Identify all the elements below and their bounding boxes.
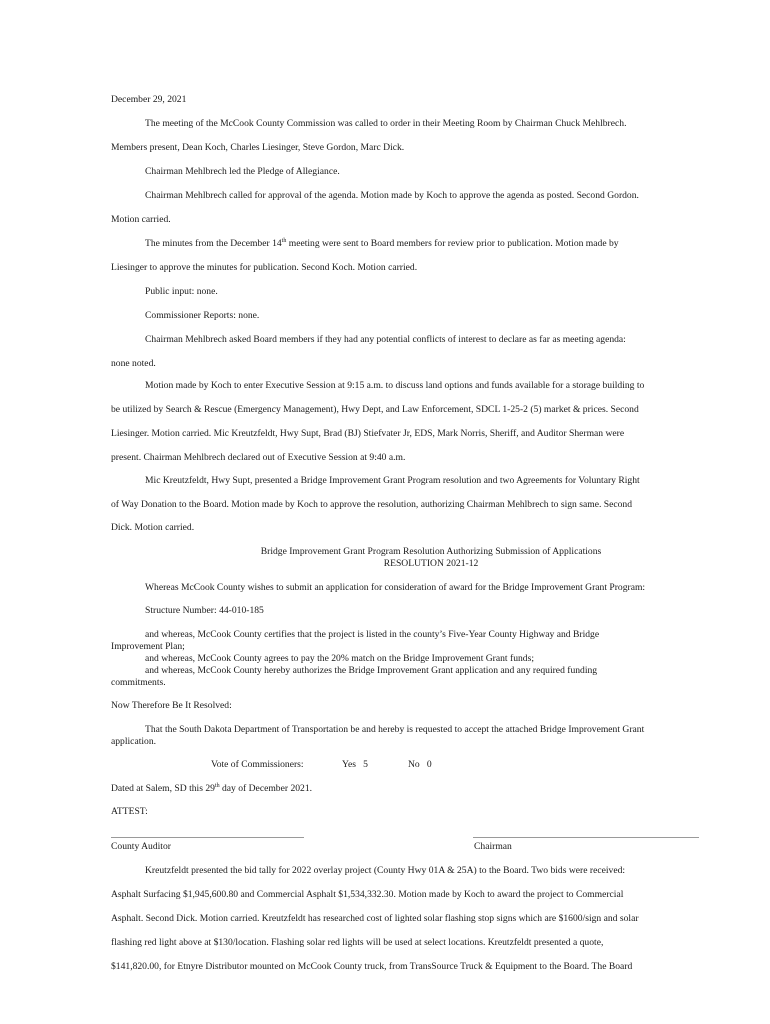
clause-authorization-line-1: and whereas, McCook County hereby authorizes the Bridge Improvement Grant application and any required funding — [145, 665, 598, 676]
opening-paragraph-line-2: Members present, Dean Koch, Charles Liesinger, Steve Gordon, Marc Dick. — [111, 142, 405, 153]
chairman-label: Chairman — [474, 841, 512, 852]
bridge-paragraph-line-3: Dick. Motion carried. — [111, 522, 195, 533]
resolution-title: Bridge Improvement Grant Program Resolution Authorizing Submission of Applications — [260, 546, 602, 557]
clause-five-year-plan-line-1: and whereas, McCook County certifies that the project is listed in the county’s Five-Year County Highway and Bridge — [145, 629, 600, 640]
resolution-whereas: Whereas McCook County wishes to submit an application for consideration of award for the Bridge Improvement Grant Program: — [145, 582, 646, 593]
conflicts-paragraph-line-1: Chairman Mehlbrech asked Board members if they had any potential conflicts of interest to declare as far as meeting agenda: — [145, 334, 626, 345]
minutes-paragraph-line-2: Liesinger to approve the minutes for publication. Second Koch. Motion carried. — [111, 262, 418, 273]
executive-session-line-1: Motion made by Koch to enter Executive Session at 9:15 a.m. to discuss land options and funds available for a storage building to — [145, 380, 645, 391]
structure-number: Structure Number: 44-010-185 — [145, 605, 264, 616]
dated-line: Dated at Salem, SD this 29th day of December 2021. — [111, 783, 313, 794]
meeting-date: December 29, 2021 — [111, 94, 187, 105]
overlay-paragraph-line-2: Asphalt Surfacing $1,945,600.80 and Commercial Asphalt $1,534,332.30. Motion made by Koch to award the project to Commercial — [111, 889, 624, 900]
clause-five-year-plan-line-2: Improvement Plan; — [111, 641, 185, 652]
chairman-signature-line — [473, 837, 699, 838]
pledge-paragraph: Chairman Mehlbrech led the Pledge of Allegiance. — [145, 166, 340, 177]
minutes-paragraph-line-1: The minutes from the December 14th meeting were sent to Board members for review prior to publication. Motion made by — [145, 238, 619, 249]
opening-paragraph-line-1: The meeting of the McCook County Commission was called to order in their Meeting Room by Chairman Chuck Mehlbrech. — [145, 118, 627, 129]
conflicts-paragraph-line-2: none noted. — [111, 358, 156, 369]
executive-session-line-4: present. Chairman Mehlbrech declared out of Executive Session at 9:40 a.m. — [111, 452, 406, 463]
resolution-number: RESOLUTION 2021-12 — [383, 558, 479, 569]
clause-authorization-line-2: commitments. — [111, 677, 166, 688]
auditor-signature-line — [111, 837, 304, 838]
dot-request-line-2: application. — [111, 736, 157, 747]
vote-yes: Yes 5 — [342, 759, 368, 770]
executive-session-line-2: be utilized by Search & Rescue (Emergency Management), Hwy Dept, and Law Enforcement, SDCL 1-25-2 (5) market & prices. Second — [111, 404, 639, 415]
overlay-paragraph-line-3: Asphalt. Second Dick. Motion carried. Kreutzfeldt has researched cost of lighted solar flashing stop signs which are $1600/sign and solar — [111, 913, 639, 924]
now-therefore-heading: Now Therefore Be It Resolved: — [111, 700, 232, 711]
attest-label: ATTEST: — [111, 806, 148, 817]
overlay-paragraph-line-4: flashing red light above at $130/location. Flashing solar red lights will be used at select locations. Kreutzfeldt presented a quote, — [111, 937, 604, 948]
overlay-paragraph-line-1: Kreutzfeldt presented the bid tally for 2022 overlay project (County Hwy 01A & 25A) to the Board. Two bids were received: — [145, 865, 626, 876]
dot-request-line-1: That the South Dakota Department of Transportation be and hereby is requested to accept the attached Bridge Improvement Grant — [145, 724, 645, 735]
agenda-paragraph-line-1: Chairman Mehlbrech called for approval of the agenda. Motion made by Koch to approve the agenda as posted. Second Gordon. — [145, 190, 639, 201]
bridge-paragraph-line-2: of Way Donation to the Board. Motion made by Koch to approve the resolution, authorizing Chairman Mehlbrech to sign same. Second — [111, 499, 632, 510]
commissioner-reports-paragraph: Commissioner Reports: none. — [145, 310, 260, 321]
county-auditor-label: County Auditor — [111, 841, 171, 852]
clause-match-funds: and whereas, McCook County agrees to pay the 20% match on the Bridge Improvement Grant funds; — [145, 653, 534, 664]
executive-session-line-3: Liesinger. Motion carried. Mic Kreutzfeldt, Hwy Supt, Brad (BJ) Stiefvater Jr, EDS, Mark Norris, Sheriff, and Auditor Sherman were — [111, 428, 625, 439]
overlay-paragraph-line-5: $141,820.00, for Etnyre Distributor mounted on McCook County truck, from TransSource Truck & Equipment to the Board. The Board — [111, 961, 633, 972]
public-input-paragraph: Public input: none. — [145, 286, 218, 297]
vote-no: No 0 — [408, 759, 432, 770]
bridge-paragraph-line-1: Mic Kreutzfeldt, Hwy Supt, presented a Bridge Improvement Grant Program resolution and two Agreements for Voluntary Right — [145, 475, 640, 486]
agenda-paragraph-line-2: Motion carried. — [111, 214, 171, 225]
vote-label: Vote of Commissioners: — [211, 759, 304, 770]
